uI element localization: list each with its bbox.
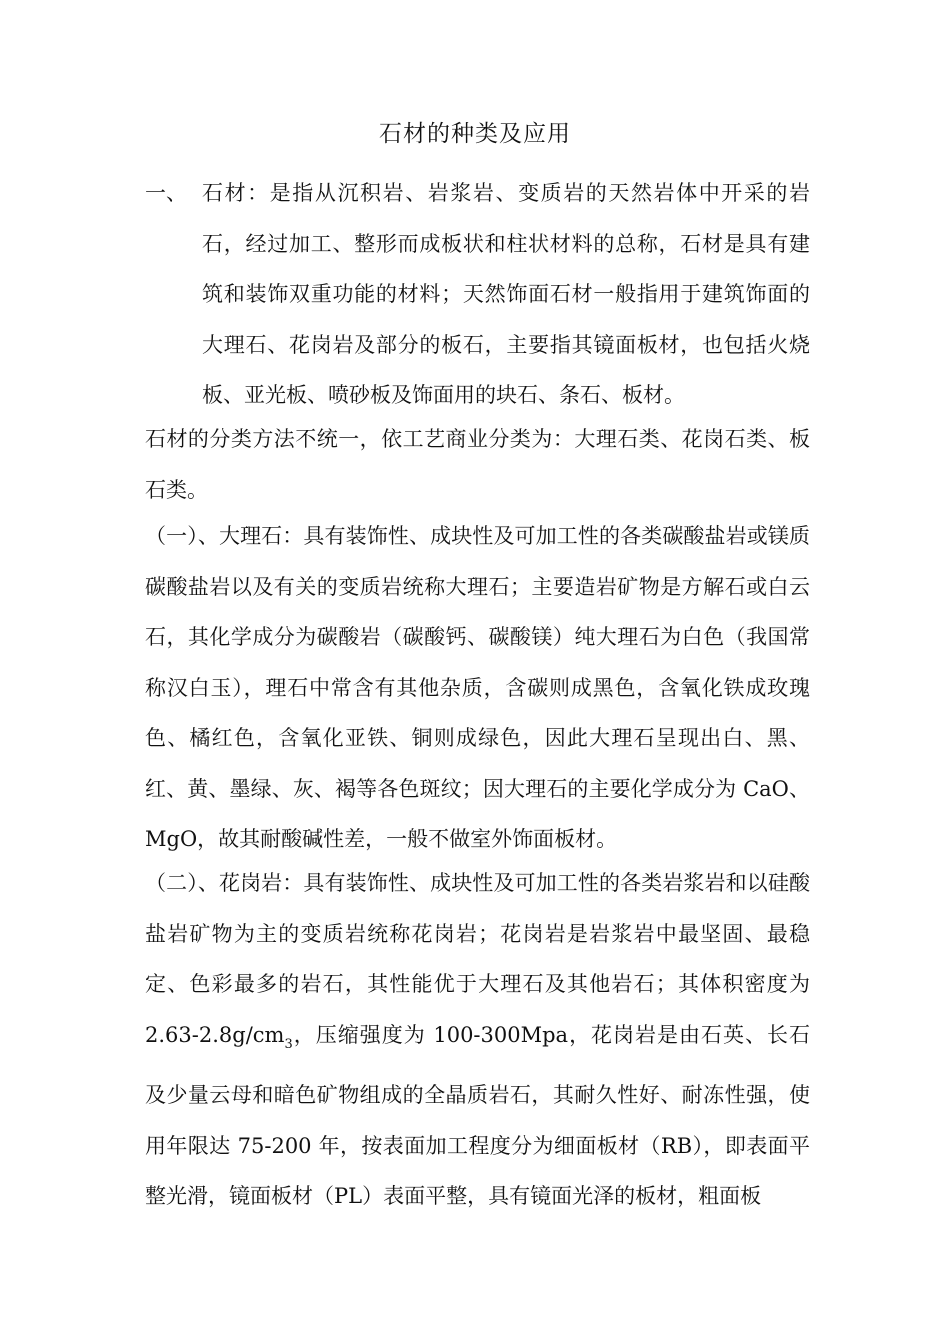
classification-paragraph: 石材的分类方法不统一，依工艺商业分类为：大理石类、花岗石类、板石类。 [145,427,810,502]
density-unit-subscript: 3 [284,1036,293,1052]
section-one [145,168,810,421]
granite-text-part-1: （二）、花岗岩：具有装饰性、成块性及可加工性的各类岩浆岩和以硅酸盐岩矿物为主的变质岩统称花岗岩；花岗岩是岩浆岩中最坚固、最稳定、色彩最多的岩石，其性能优于大理石及其他岩石；其体积密度为 2.63-2.8g/cm [145,871,810,1047]
marble-paragraph: （一）、大理石：具有装饰性、成块性及可加工性的各类碳酸盐岩或镁质碳酸盐岩以及有关的变质岩统称大理石；主要造岩矿物是方解石或白云石，其化学成分为碳酸岩（碳酸钙、碳酸镁）纯大理石为白色（我国常称汉白玉），理石中常含有其他杂质，含碳则成黑色，含氧化铁成玫瑰色、橘红色，含氧化亚铁、铜则成绿色，因此大理石呈现出白、黑、红、黄、墨绿、灰、褐等各色斑纹；因大理石的主要化学成分为 CaO、MgO，故其耐酸碱性差，一般不做室外饰面板材。 [145,524,810,851]
granite-paragraph [145,858,810,1222]
document-title: 石材的种类及应用 [379,121,571,147]
granite-text-part-2: ，压缩强度为 100-300Mpa，花岗岩是由石英、长石及少量云母和暗色矿物组成的全晶质岩石，其耐久性好、耐冻性强，使用年限达 75-200 年，按表面加工程度分为细面板材（RB），即表面平整光滑，镜面板材（PL）表面平整，具有镜面光泽的板材，粗面板 [145,1022,810,1208]
section-one-body: 石材：是指从沉积岩、岩浆岩、变质岩的天然岩体中开采的岩石，经过加工、整形而成板状和柱状材料的总称，石材是具有建筑和装饰双重功能的材料；天然饰面石材一般指用于建筑饰面的大理石、花岗岩及部分的板石，主要指其镜面板材，也包括火烧板、亚光板、喷砂板及饰面用的块石、条石、板材。 [202,181,810,407]
section-one-marker: 一、 [145,181,187,205]
